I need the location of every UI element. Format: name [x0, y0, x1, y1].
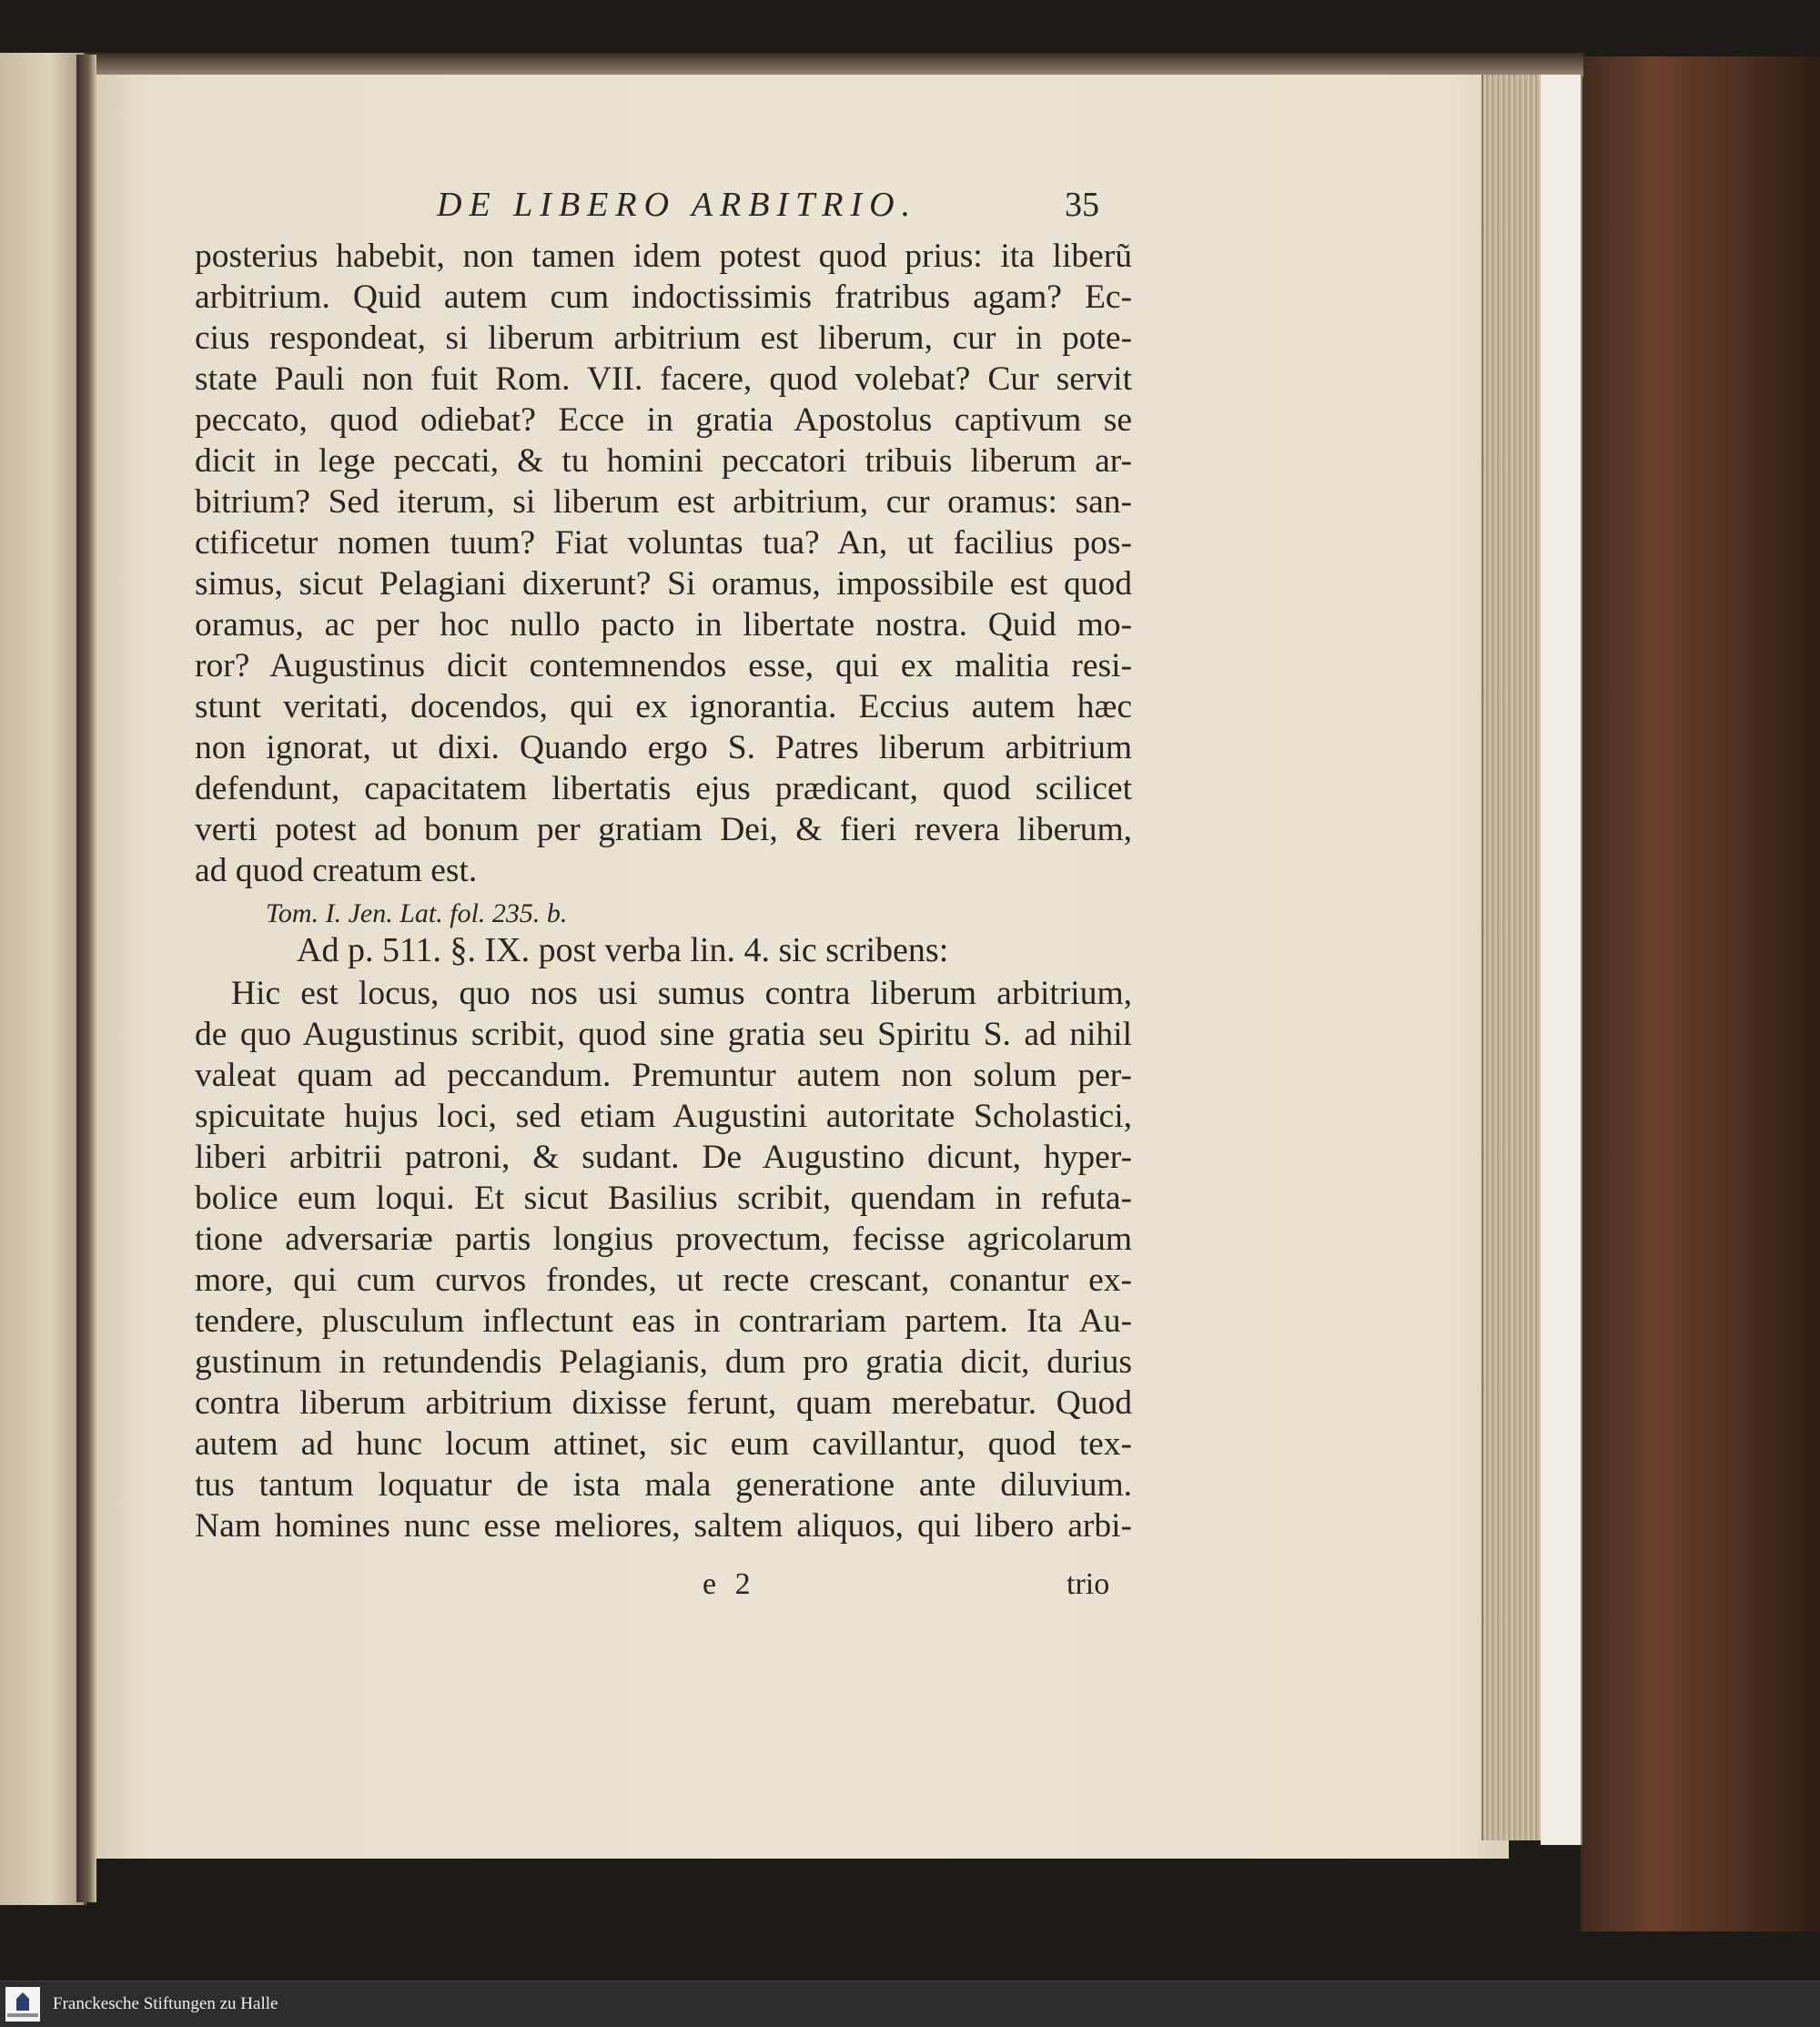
- text-line: contra liberum arbitrium dixisse ferunt, quam merebatur. Quod: [195, 1384, 1132, 1422]
- text-line: stunt veritati, docendos, qui ex ignorantia. Eccius autem hæc: [195, 688, 1132, 725]
- page-edges: [1481, 75, 1542, 1840]
- text-line: arbitrium. Quid autem cum indoctissimis fratribus agam? Ec-: [195, 279, 1132, 316]
- text-line: dicit in lege peccati, & tu homini peccatori tribuis liberum ar-: [195, 442, 1132, 480]
- text-line: simus, sicut Pelagiani dixerunt? Si oramus, impossibile est quod: [195, 565, 1132, 603]
- text-line: tione adversariæ partis longius provectum, fecisse agricolarum: [195, 1221, 1132, 1258]
- text-line: ctificetur nomen tuum? Fiat voluntas tua? An, ut facilius pos-: [195, 524, 1132, 562]
- text-line: ad quod creatum est.: [195, 852, 478, 889]
- page-number: 35: [1065, 186, 1099, 224]
- text-line: ror? Augustinus dicit contemnendos esse, qui ex malitia resi-: [195, 647, 1132, 684]
- institution-name: Franckesche Stiftungen zu Halle: [53, 1994, 278, 2013]
- signature-mark: e 2: [703, 1567, 756, 1601]
- book-top-edge: [0, 53, 1583, 76]
- text-line: Hic est locus, quo nos usi sumus contra liberum arbitrium,: [231, 975, 1132, 1012]
- running-head: DE LIBERO ARBITRIO.: [437, 186, 918, 224]
- text-line: valeat quam ad peccandum. Premuntur autem non solum per-: [195, 1057, 1132, 1094]
- text-line: spicuitate hujus loci, sed etiam Augustini autoritate Scholastici,: [195, 1098, 1132, 1135]
- text-line: non ignorat, ut dixi. Quando ergo S. Patres liberum arbitrium: [195, 729, 1132, 766]
- franckesche-stiftungen-logo-icon[interactable]: [5, 1987, 40, 2022]
- back-board: [1541, 75, 1582, 1845]
- catchword: trio: [1067, 1567, 1110, 1601]
- text-line: Nam homines nunc esse meliores, saltem aliquos, qui libero arbi-: [195, 1507, 1132, 1545]
- reference-note: Tom. I. Jen. Lat. fol. 235. b.: [266, 898, 568, 928]
- text-line: verti potest ad bonum per gratiam Dei, & fieri revera liberum,: [195, 811, 1132, 848]
- footer-bar: [0, 1981, 1820, 2027]
- text-line: cius respondeat, si liberum arbitrium est liberum, cur in pote-: [195, 319, 1132, 357]
- text-line: autem ad hunc locum attinet, sic eum cavillantur, quod tex-: [195, 1425, 1132, 1463]
- text-line: oramus, ac per hoc nullo pacto in libertate nostra. Quid mo-: [195, 606, 1132, 644]
- left-page-edge: [0, 53, 86, 1905]
- text-line: more, qui cum curvos frondes, ut recte crescant, conantur ex-: [195, 1262, 1132, 1299]
- section-heading: Ad p. 511. §. IX. post verba lin. 4. sic scribens:: [297, 931, 949, 969]
- text-line: state Pauli non fuit Rom. VII. facere, quod volebat? Cur servit: [195, 360, 1132, 398]
- book-gutter: [76, 55, 96, 1902]
- text-line: bolice eum loqui. Et sicut Basilius scribit, quendam in refuta-: [195, 1180, 1132, 1217]
- text-line: peccato, quod odiebat? Ecce in gratia Apostolus captivum se: [195, 401, 1132, 439]
- text-line: gustinum in retundendis Pelagianis, dum pro gratia dicit, durius: [195, 1343, 1132, 1381]
- text-line: tendere, plusculum inflectunt eas in contrariam partem. Ita Au-: [195, 1302, 1132, 1340]
- text-line: defendunt, capacitatem libertatis ejus prædicant, quod scilicet: [195, 770, 1132, 807]
- text-line: liberi arbitrii patroni, & sudant. De Augustino dicunt, hyper-: [195, 1139, 1132, 1176]
- text-line: posterius habebit, non tamen idem potest quod prius: ita liberũ: [195, 238, 1132, 275]
- book-cover: [1581, 56, 1820, 1931]
- text-line: tus tantum loquatur de ista mala generatione ante diluvium.: [195, 1466, 1132, 1504]
- text-line: bitrium? Sed iterum, si liberum est arbitrium, cur oramus: san-: [195, 483, 1132, 521]
- text-line: de quo Augustinus scribit, quod sine gratia seu Spiritu S. ad nihil: [195, 1016, 1132, 1053]
